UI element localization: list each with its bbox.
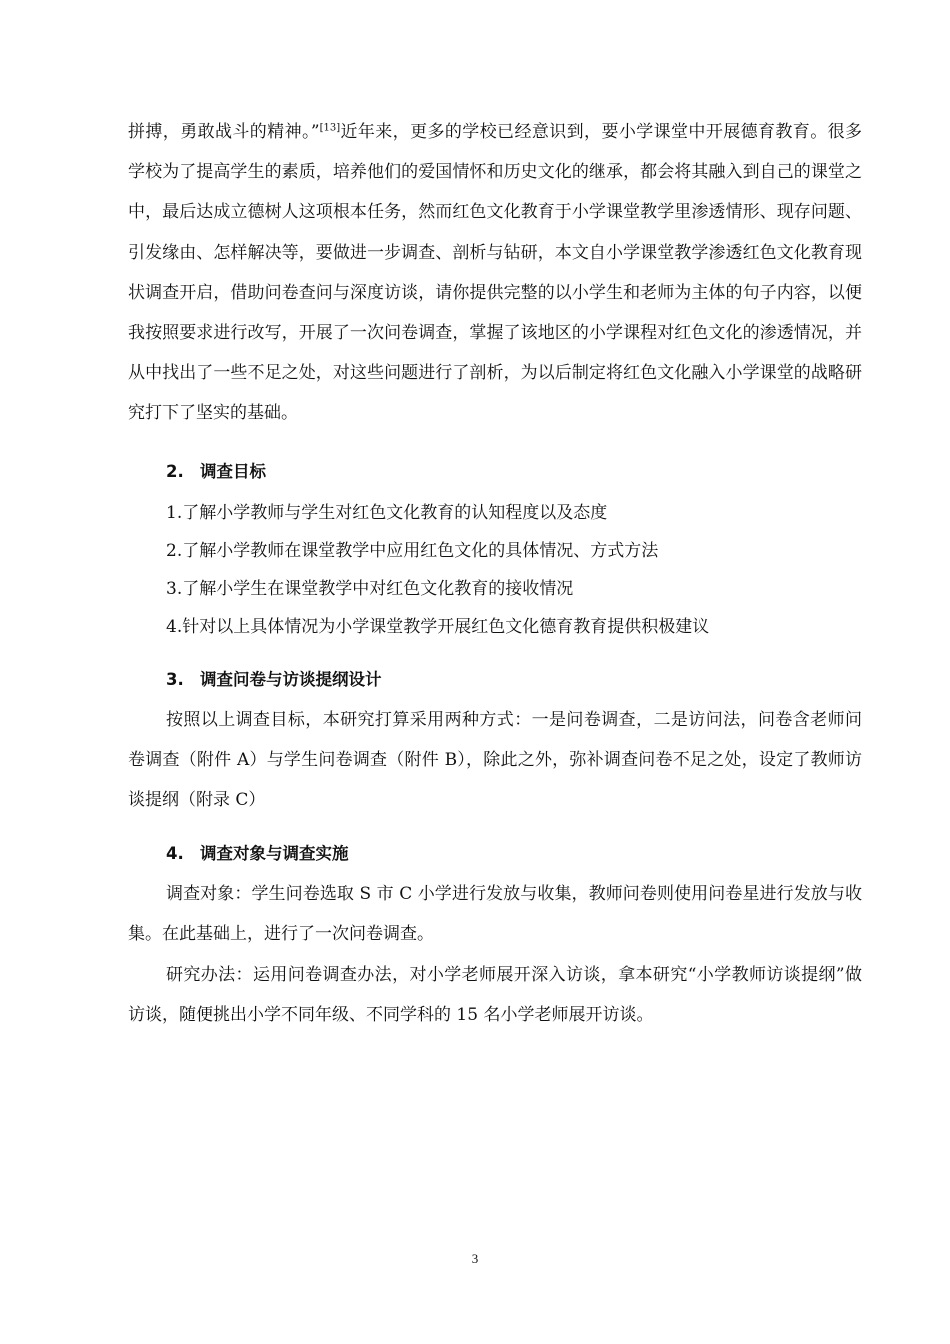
section-heading-4 (128, 840, 862, 864)
section-heading-2 (128, 458, 862, 482)
section-number: 4. (166, 844, 184, 864)
section4-paragraph-subjects: 调查对象：学生问卷选取 S 市 C 小学进行发放与收集，教师问卷则使用问卷星进行发放与收集。在此基础上，进行了一次问卷调查。 (128, 884, 862, 945)
section4-paragraph-method: 研究办法：运用问卷调查办法，对小学老师展开深入访谈，拿本研究“小学教师访谈提纲”做访谈，随便挑出小学不同年级、不同学科的 15 名小学老师展开访谈。 (128, 964, 862, 1025)
section-title: 调查目标 (200, 461, 266, 481)
objective-item: 4.针对以上具体情况为小学课堂教学开展红色文化德育教育提供积极建议 (166, 616, 710, 637)
citation-marker: [13] (319, 122, 341, 134)
section-number: 3. (166, 669, 184, 689)
page-content (128, 112, 862, 1035)
section-number: 2. (166, 461, 184, 481)
objective-item: 2.了解小学教师在课堂教学中应用红色文化的具体情况、方式方法 (166, 540, 659, 561)
intro-text-rest: 近年来，更多的学校已经意识到，要小学课堂中开展德育教育。很多学校为了提高学生的素质，培养他们的爱国情怀和历史文化的继承，都会将其融入到自己的课堂之中，最后达成立德树人这项根本任务，然而红色文化教育于小学课堂教学里渗透情形、现存问题、引发缘由、怎样解决等，要做进一步调查、剖析与钻研，本文自小学课堂教学渗透红色文化教育现状调查开启，借助问卷查问与深度访谈，请你提供完整的以小学生和老师为主体的句子内容，以便我按照要求进行改写，开展了一次问卷调查，掌握了该地区的小学课程对红色文化的渗透情况，并从中找出了一些不足之处，对这些问题进行了剖析，为以后制定将红色文化融入小学课堂的战略研究打下了坚实的基础。 (128, 122, 862, 424)
section-heading-3 (128, 666, 862, 690)
section-title: 调查对象与调查实施 (200, 844, 349, 864)
objective-item: 3.了解小学生在课堂教学中对红色文化教育的接收情况 (166, 578, 574, 599)
section3-paragraph: 按照以上调查目标，本研究打算采用两种方式：一是问卷调查，二是访问法，问卷含老师问卷调查（附件 A）与学生问卷调查（附件 B），除此之外，弥补调查问卷不足之处，设定了教师访谈提纲（附录 C） (128, 709, 862, 811)
objective-item: 1.了解小学教师与学生对红色文化教育的认知程度以及态度 (166, 502, 608, 523)
section-title: 调查问卷与访谈提纲设计 (200, 669, 382, 689)
page-number: 3 (471, 1251, 479, 1266)
intro-text-start: 拼搏，勇敢战斗的精神。” (128, 122, 320, 142)
intro-paragraph (128, 112, 862, 434)
